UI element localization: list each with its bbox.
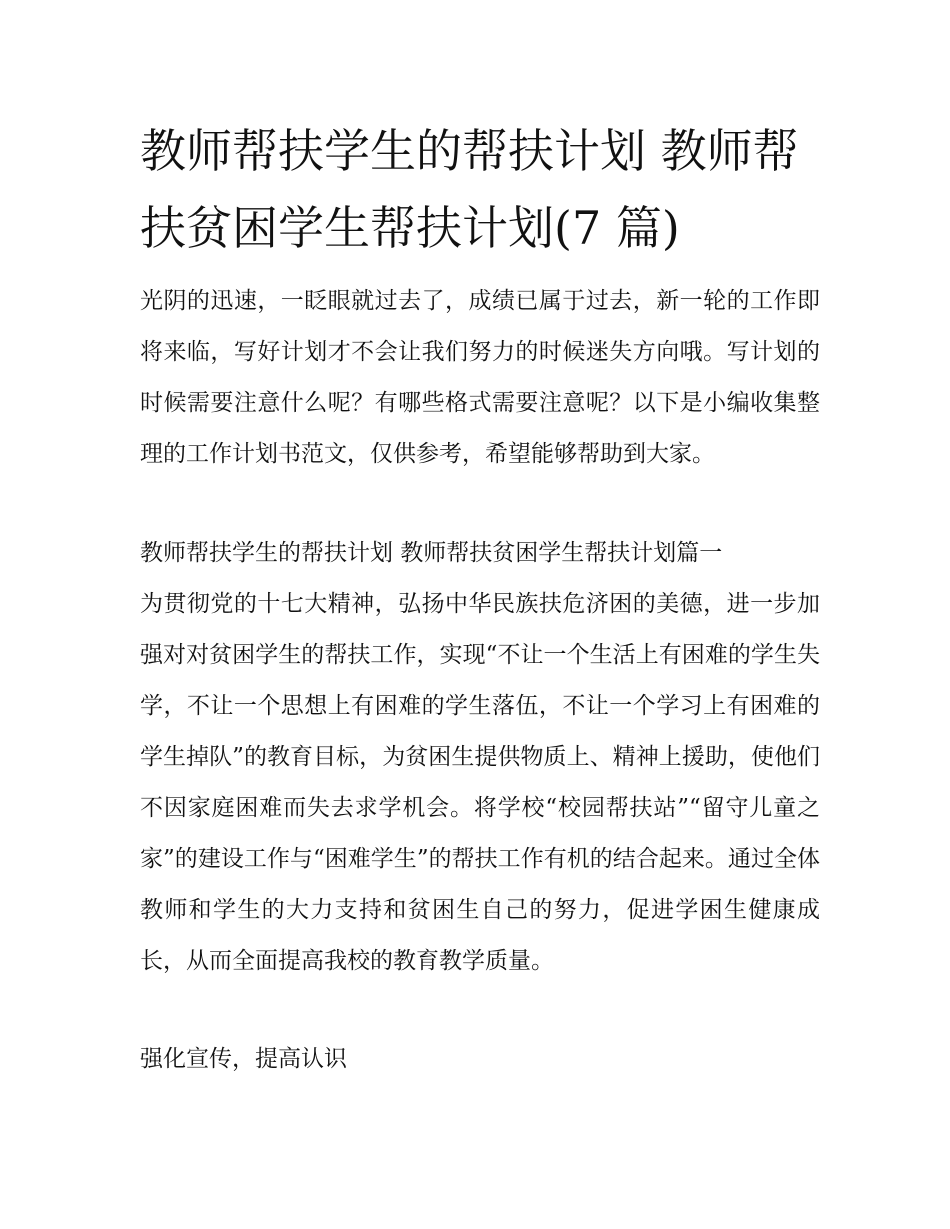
section-heading: 教师帮扶学生的帮扶计划 教师帮扶贫困学生帮扶计划篇一 <box>140 540 723 566</box>
intro-paragraph: 光阴的迅速，一眨眼就过去了，成绩已属于过去，新一轮的工作即将来临，写好计划才不会让我们努力的时候迷失方向哦。写计划的时候需要注意什么呢？有哪些格式需要注意呢？以下是小编收集整理的工作计划书范文，仅供参考，希望能够帮助到大家。 <box>140 288 820 467</box>
subsection-heading: 强化宣传，提高认识 <box>140 1046 347 1072</box>
body-paragraph: 为贯彻党的十七大精神，弘扬中华民族扶危济困的美德，进一步加强对对贫困学生的帮扶工作，实现“不让一个生活上有困难的学生失学，不让一个思想上有困难的学生落伍，不让一个学习上有困难的学生掉队”的教育目标，为贫困生提供物质上、精神上援助，使他们不因家庭困难而失去求学机会。将学校“校园帮扶站”“留守儿童之家”的建设工作与“困难学生”的帮扶工作有机的结合起来。通过全体教师和学生的大力支持和贫困生自己的努力，促进学困生健康成长，从而全面提高我校的教育教学质量。 <box>140 591 820 974</box>
document-title: 教师帮扶学生的帮扶计划 教师帮扶贫困学生帮扶计划(7 篇) <box>140 124 799 255</box>
